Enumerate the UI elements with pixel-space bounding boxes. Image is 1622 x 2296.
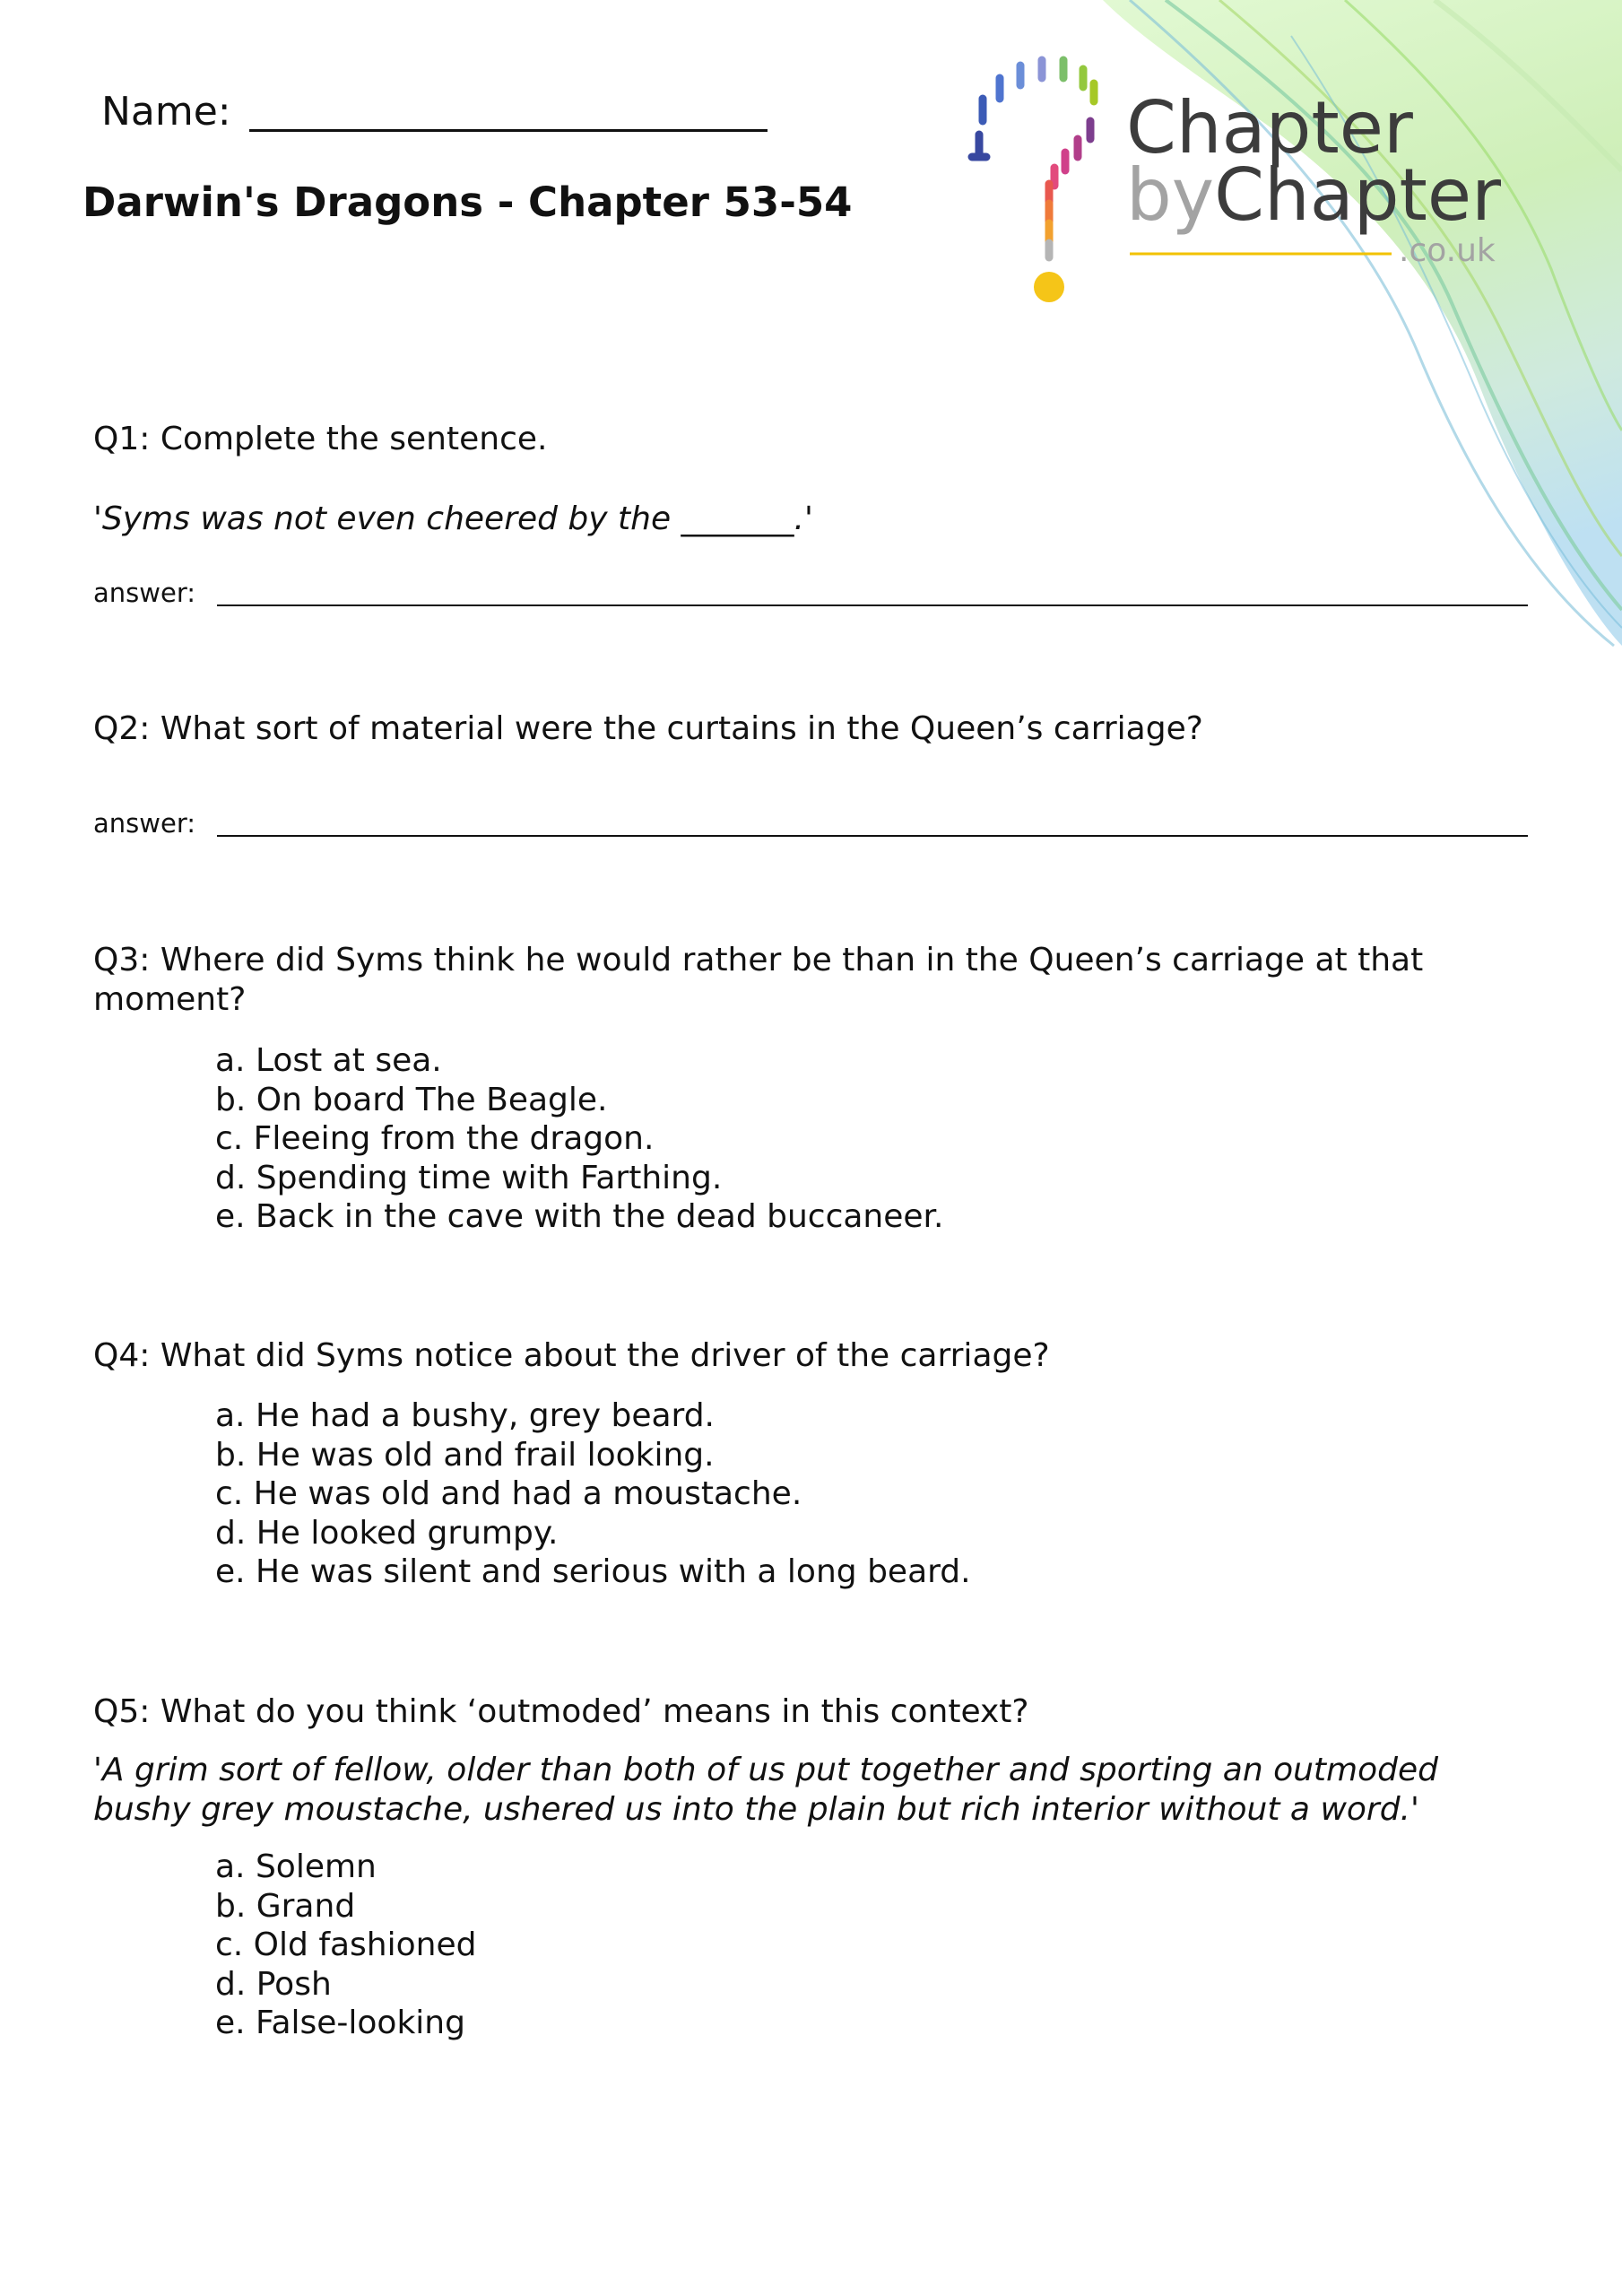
q4-option[interactable]: d. He looked grumpy. — [215, 1514, 559, 1552]
q1-answer-label: answer: — [93, 578, 196, 608]
q4-option[interactable]: b. He was old and frail looking. — [215, 1436, 715, 1474]
q2-prompt: Q2: What sort of material were the curtains in the Queen’s carriage? — [93, 710, 1203, 747]
q3-options — [215, 1041, 943, 1237]
logo-chapter2-text: Chapter — [1214, 153, 1501, 237]
q3-prompt: Q3: Where did Syms think he would rather be than in the Queen’s carriage at that moment? — [93, 942, 1424, 1018]
q3-option[interactable]: e. Back in the cave with the dead buccaneer. — [215, 1198, 944, 1235]
q4-option[interactable]: e. He was silent and serious with a long beard. — [215, 1553, 971, 1590]
q5-option[interactable]: c. Old fashioned — [215, 1926, 477, 1963]
q1-answer-line[interactable] — [217, 579, 1528, 606]
question-mark-dot — [1034, 272, 1064, 302]
q3-option[interactable]: b. On board The Beagle. — [215, 1081, 608, 1118]
name-field-row — [101, 89, 768, 135]
worksheet-title: Darwin's Dragons - Chapter 53-54 — [82, 178, 853, 226]
logo-by-text: by — [1126, 153, 1215, 237]
q4-options — [215, 1396, 971, 1592]
q5-option[interactable]: a. Solemn — [215, 1848, 377, 1885]
logo-domain-text: .co.uk — [1399, 232, 1496, 269]
q5-option[interactable]: b. Grand — [215, 1887, 356, 1925]
question-mark-books-icon — [972, 60, 1094, 257]
q5-option[interactable]: d. Posh — [215, 1965, 332, 2003]
q2-answer-line[interactable] — [217, 810, 1528, 837]
chapter-by-chapter-logo — [959, 49, 1533, 318]
q4-prompt: Q4: What did Syms notice about the driver of the carriage? — [93, 1337, 1050, 1374]
name-input-line[interactable] — [249, 90, 768, 132]
q5-options — [215, 1848, 476, 2043]
q5-option[interactable]: e. False-looking — [215, 2005, 465, 2041]
q5-prompt: Q5: What do you think ‘outmoded’ means in this context? — [93, 1693, 1029, 1730]
q4-option[interactable]: c. He was old and had a moustache. — [215, 1475, 802, 1512]
q4-option[interactable]: a. He had a bushy, grey beard. — [215, 1397, 715, 1434]
q5-quote: 'A grim sort of fellow, older than both of us put together and sporting an outmoded bushy grey moustache, ushered us into the plain but rich interior without a word.' — [93, 1752, 1438, 1828]
q3-option[interactable]: d. Spending time with Farthing. — [215, 1159, 723, 1196]
svg-text:byChapter — [1126, 153, 1501, 237]
name-label: Name: — [101, 89, 231, 135]
q2-answer-label: answer: — [93, 808, 196, 839]
q3-option[interactable]: a. Lost at sea. — [215, 1042, 442, 1079]
q1-prompt: Q1: Complete the sentence. — [93, 421, 548, 457]
q3-option[interactable]: c. Fleeing from the dragon. — [215, 1120, 655, 1157]
logo-chapter-text: Chapter — [1126, 86, 1413, 170]
q1-answer-row — [93, 579, 1528, 606]
q1-quote: 'Syms was not even cheered by the _______.' — [93, 500, 813, 537]
q2-answer-row — [93, 810, 1528, 837]
